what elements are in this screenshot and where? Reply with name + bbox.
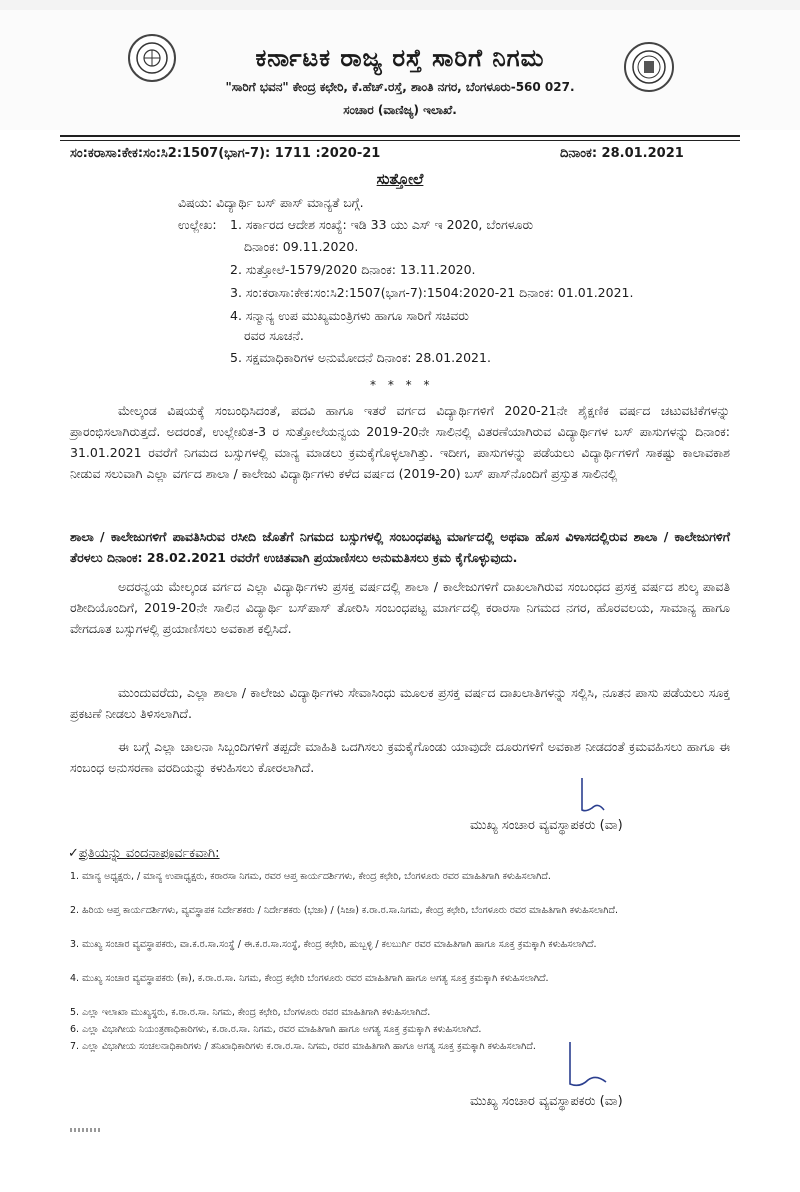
ksrtc-emblem-icon bbox=[128, 34, 176, 82]
signature-1 bbox=[570, 776, 630, 820]
copy-list-item: 6. ಎಲ್ಲಾ ವಿಭಾಗೀಯ ನಿಯಂತ್ರಣಾಧಿಕಾರಿಗಳು, ಕ.ರಾ.ರ.ಸಾ. ನಿಗಮ, ರವರ ಮಾಹಿತಿಗಾಗಿ ಹಾಗೂ ಅಗತ್ಯ ಸೂಕ್ತ ಕ್ರಮಕ್ಕಾಗಿ ಕಳುಹಿಸಲಾಗಿದೆ. bbox=[70, 1024, 482, 1035]
reference-item: 3. ಸಂ:ಕರಾಸಾ:ಕೇಕ:ಸಂ:ಸಿ2:1507(ಭಾಗ-7):1504:2020-21 ದಿನಾಂಕ: 01.01.2021. bbox=[230, 285, 634, 300]
copy-to-label: ಪ್ರತಿಯನ್ನು ವಂದನಾಪೂರ್ವಕವಾಗಿ: bbox=[78, 846, 220, 861]
header-divider bbox=[60, 135, 740, 137]
copy-list-item: 2. ಹಿರಿಯ ಆಪ್ತ ಕಾರ್ಯದರ್ಶಿಗಳು, ವ್ಯವಸ್ಥಾಪಕ ನಿರ್ದೇಶಕರು / ನಿರ್ದೇಶಕರು (ಭಜಾ) / (ಸಿಜಾ) ಕ.ರಾ.ರ.ಸಾ.ನಿಗಮ, ಕೇಂದ್ರ ಕಛೇರಿ, ಬೆಂಗಳೂರು ರವರ ಮಾಹಿತಿಗಾಗಿ ಕಳುಹಿಸಲಾಗಿದೆ. bbox=[70, 905, 619, 916]
reference-item: 4. ಸನ್ಮಾನ್ಯ ಉಪ ಮುಖ್ಯಮಂತ್ರಿಗಳು ಹಾಗೂ ಸಾರಿಗೆ ಸಚಿವರು bbox=[230, 308, 469, 323]
department-name: ಸಂಚಾರ (ವಾಣಿಜ್ಯ) ಇಲಾಖೆ. bbox=[343, 103, 457, 117]
document-date: ದಿನಾಂಕ: 28.01.2021 bbox=[560, 146, 684, 161]
reference-number: ಸಂ:ಕರಾಸಾ:ಕೇಕ:ಸಂ:ಸಿ2:1507(ಭಾಗ-7): 1711 :2020-21 bbox=[70, 146, 381, 161]
scan-mark bbox=[70, 1128, 100, 1132]
organization-address: "ಸಾರಿಗೆ ಭವನ" ಕೇಂದ್ರ ಕಛೇರಿ, ಕೆ.ಹೆಚ್.ರಸ್ತೆ, ಶಾಂತಿ ನಗರ, ಬೆಂಗಳೂರು-560 027. bbox=[225, 80, 575, 94]
body-paragraph-1-bold: ಶಾಲಾ / ಕಾಲೇಜುಗಳಿಗೆ ಪಾವತಿಸಿರುವ ರಸೀದಿ ಜೊತೆಗೆ ನಿಗಮದ ಬಸ್ಸುಗಳಲ್ಲಿ ಸಂಬಂಧಪಟ್ಟ ಮಾರ್ಗದಲ್ಲಿ ಅಥವಾ ಹೊಸ ವಿಳಾಸದಲ್ಲಿರುವ ಶಾಲಾ / ಕಾಲೇಜುಗಳಿಗೆ ತೆರಳಲು ದಿನಾಂಕ: 28.02.2021 ರವರೆಗೆ ಉಚಿತವಾಗಿ ಪ್ರಯಾಣಿಸಲು ಅನುಮತಿಸಲು ಕ್ರಮ ಕೈಗೊಳ್ಳುವುದು. bbox=[70, 529, 730, 565]
reference-item: 5. ಸಕ್ಷಮಾಧಿಕಾರಿಗಳ ಅನುಮೋದನೆ ದಿನಾಂಕ: 28.01.2021. bbox=[230, 350, 491, 365]
copy-list-item: 7. ಎಲ್ಲಾ ವಿಭಾಗೀಯ ಸಂಚಲನಾಧಿಕಾರಿಗಳು / ತನಿಖಾಧಿಕಾರಿಗಳು ಕ.ರಾ.ರ.ಸಾ. ನಿಗಮ, ರವರ ಮಾಹಿತಿಗಾಗಿ ಹಾಗೂ ಅಗತ್ಯ ಸೂಕ್ತ ಕ್ರಮಕ್ಕಾಗಿ ಕಳುಹಿಸಲಾಗಿದೆ. bbox=[70, 1041, 536, 1052]
copy-to-title bbox=[68, 846, 220, 861]
body-paragraph-3: ಮುಂದುವರೆದು, ಎಲ್ಲಾ ಶಾಲಾ / ಕಾಲೇಜು ವಿದ್ಯಾರ್ಥಿಗಳು ಸೇವಾಸಿಂಧು ಮೂಲಕ ಪ್ರಸಕ್ತ ವರ್ಷದ ದಾಖಲಾತಿಗಳನ್ನು ಸಲ್ಲಿಸಿ, ನೂತನ ಪಾಸು ಪಡೆಯಲು ಸೂಕ್ತ ಪ್ರಕಟಣೆ ನೀಡಲು ತಿಳಿಸಲಾಗಿದೆ. bbox=[70, 685, 730, 721]
signature-2 bbox=[556, 1040, 626, 1099]
copy-list-item: 5. ಎಲ್ಲಾ ಇಲಾಖಾ ಮುಖ್ಯಸ್ಥರು, ಕ.ರಾ.ರ.ಸಾ. ನಿಗಮ, ಕೇಂದ್ರ ಕಛೇರಿ, ಬೆಂಗಳೂರು ರವರ ಮಾಹಿತಿಗಾಗಿ ಕಳುಹಿಸಲಾಗಿದೆ. bbox=[70, 1007, 431, 1018]
letterhead bbox=[0, 10, 800, 130]
body-paragraph-2: ಅದರನ್ವಯ ಮೇಲ್ಕಂಡ ವರ್ಗದ ಎಲ್ಲಾ ವಿದ್ಯಾರ್ಥಿಗಳು ಪ್ರಸಕ್ತ ವರ್ಷದಲ್ಲಿ ಶಾಲಾ / ಕಾಲೇಜುಗಳಿಗೆ ದಾಖಲಾಗಿರುವ ಸಂಬಂಧದ ಪ್ರಸಕ್ತ ವರ್ಷದ ಶುಲ್ಕ ಪಾವತಿ ರಶೀದಿಯೊಂದಿಗೆ, 2019-20ನೇ ಸಾಲಿನ ವಿದ್ಯಾರ್ಥಿ ಬಸ್‌ಪಾಸ್ ತೋರಿಸಿ ಸಂಬಂಧಪಟ್ಟ ಮಾರ್ಗದಲ್ಲಿ ಕರಾರಸಾ ನಿಗಮದ ನಗರ, ಹೊರವಲಯ, ಸಾಮಾನ್ಯ ಹಾಗೂ ವೇಗದೂತ ಬಸ್ಸುಗಳಲ್ಲಿ ಪ್ರಯಾಣಿಸಲು ಅವಕಾಶ ಕಲ್ಪಿಸಿದೆ. bbox=[70, 579, 730, 636]
organization-name: ಕರ್ನಾಟಕ ರಾಜ್ಯ ರಸ್ತೆ ಸಾರಿಗೆ ನಿಗಮ bbox=[255, 44, 545, 72]
government-seal-icon bbox=[624, 42, 674, 92]
reference-item: ರವರ ಸೂಚನೆ. bbox=[244, 328, 304, 343]
copy-list-item: 4. ಮುಖ್ಯ ಸಂಚಾರ ವ್ಯವಸ್ಥಾಪಕರು (ಕಾ), ಕ.ರಾ.ರ.ಸಾ. ನಿಗಮ, ಕೇಂದ್ರ ಕಛೇರಿ ಬೆಂಗಳೂರು ರವರ ಮಾಹಿತಿಗಾಗಿ ಹಾಗೂ ಅಗತ್ಯ ಸೂಕ್ತ ಕ್ರಮಕ್ಕಾಗಿ ಕಳುಹಿಸಲಾಗಿದೆ. bbox=[70, 973, 549, 984]
signatory-title-2: ಮುಖ್ಯ ಸಂಚಾರ ವ್ಯವಸ್ಥಾಪಕರು (ವಾ) bbox=[470, 1094, 623, 1109]
copy-list-item: 3. ಮುಖ್ಯ ಸಂಚಾರ ವ್ಯವಸ್ಥಾಪಕರು, ವಾ.ಕ.ರ.ಸಾ.ಸಂಸ್ಥೆ / ಈ.ಕ.ರ.ಸಾ.ಸಂಸ್ಥೆ, ಕೇಂದ್ರ ಕಛೇರಿ, ಹುಬ್ಬಳ್ಳಿ / ಕಲಬುರ್ಗಿ ರವರ ಮಾಹಿತಿಗಾಗಿ ಹಾಗೂ ಸೂಕ್ತ ಕ್ರಮಕ್ಕಾಗಿ ಕಳುಹಿಸಲಾಗಿದೆ. bbox=[70, 939, 597, 950]
header-divider-thin bbox=[60, 140, 740, 141]
subject-line: ವಿಷಯ: ವಿದ್ಯಾರ್ಥಿ ಬಸ್ ಪಾಸ್ ಮಾನ್ಯತೆ ಬಗ್ಗೆ. bbox=[178, 195, 364, 210]
references-label: ಉಲ್ಲೇಖ: bbox=[178, 217, 217, 232]
copy-list-item: 1. ಮಾನ್ಯ ಅಧ್ಯಕ್ಷರು, / ಮಾನ್ಯ ಉಪಾಧ್ಯಕ್ಷರು, ಕರಾರಸಾ ನಿಗಮ, ರವರ ಆಪ್ತ ಕಾರ್ಯದರ್ಶಿಗಳು, ಕೇಂದ್ರ ಕಛೇರಿ, ಬೆಂಗಳೂರು ರವರ ಮಾಹಿತಿಗಾಗಿ ಕಳುಹಿಸಲಾಗಿದೆ. bbox=[70, 871, 551, 882]
reference-item: 1. ಸರ್ಕಾರದ ಆದೇಶ ಸಂಖ್ಯೆ: ಇಡಿ 33 ಯು ಎಸ್ ಇ 2020, ಬೆಂಗಳೂರು bbox=[230, 217, 534, 232]
reference-item: 2. ಸುತ್ತೋಲೆ-1579/2020 ದಿನಾಂಕ: 13.11.2020. bbox=[230, 262, 476, 277]
signatory-title: ಮುಖ್ಯ ಸಂಚಾರ ವ್ಯವಸ್ಥಾಪಕರು (ವಾ) bbox=[470, 818, 623, 833]
reference-item: ದಿನಾಂಕ: 09.11.2020. bbox=[244, 239, 359, 254]
circular-title: ಸುತ್ತೋಲೆ bbox=[376, 170, 424, 188]
body-paragraph-4: ಈ ಬಗ್ಗೆ ಎಲ್ಲಾ ಚಾಲನಾ ಸಿಬ್ಬಂದಿಗಳಿಗೆ ತಪ್ಪದೇ ಮಾಹಿತಿ ಒದಗಿಸಲು ಕ್ರಮಕೈಗೊಂಡು ಯಾವುದೇ ದೂರುಗಳಿಗೆ ಅವಕಾಶ ನೀಡದಂತೆ ಕ್ರಮವಹಿಸಲು ಹಾಗೂ ಈ ಸಂಬಂಧ ಅನುಸರಣಾ ವರದಿಯನ್ನು ಕಳುಹಿಸಲು ಕೋರಲಾಗಿದೆ. bbox=[70, 739, 730, 775]
body-paragraph-1: ಮೇಲ್ಕಂಡ ವಿಷಯಕ್ಕೆ ಸಂಬಂಧಿಸಿದಂತೆ, ಪದವಿ ಹಾಗೂ ಇತರೆ ವರ್ಗದ ವಿದ್ಯಾರ್ಥಿಗಳಿಗೆ 2020-21ನೇ ಶೈಕ್ಷಣಿಕ ವರ್ಷದ ಚಟುವಟಿಕೆಗಳನ್ನು ಪ್ರಾರಂಭಿಸಲಾಗಿರುತ್ತದೆ. ಅದರಂತೆ, ಉಲ್ಲೇಖಿತ-3 ರ ಸುತ್ತೋಲೆಯನ್ವಯ 2019-20ನೇ ಸಾಲಿನಲ್ಲಿ ವಿತರಣೆಯಾಗಿರುವ ವಿದ್ಯಾರ್ಥಿಗಳ ಬಸ್ ಪಾಸುಗಳನ್ನು ದಿನಾಂಕ: 31.01.2021 ರವರೆಗೆ ನಿಗಮದ ಬಸ್ಸುಗಳಲ್ಲಿ ಮಾನ್ಯ ಮಾಡಲು ಕ್ರಮಕೈಗೊಳ್ಳಲಾಗಿತ್ತು. ಇದೀಗ, ಪಾಸುಗಳನ್ನು ಪಡೆಯಲು ವಿದ್ಯಾರ್ಥಿಗಳಿಗೆ ಸಾಕಷ್ಟು ಕಾಲಾವಕಾಶ ನೀಡುವ ಸಲುವಾಗಿ ಎಲ್ಲಾ ವರ್ಗದ ಶಾಲಾ / ಕಾಲೇಜು ವಿದ್ಯಾರ್ಥಿಗಳು ಕಳೆದ ವರ್ಷದ (2019-20) ಬಸ್ ಪಾಸ್‌ನೊಂದಿಗೆ ಪ್ರಸ್ತುತ ಸಾಲಿನಲ್ಲಿ bbox=[70, 403, 730, 481]
section-separator: * * * * bbox=[370, 378, 434, 392]
check-mark-icon: ✓ bbox=[68, 846, 79, 861]
photo-top-border bbox=[0, 0, 800, 10]
